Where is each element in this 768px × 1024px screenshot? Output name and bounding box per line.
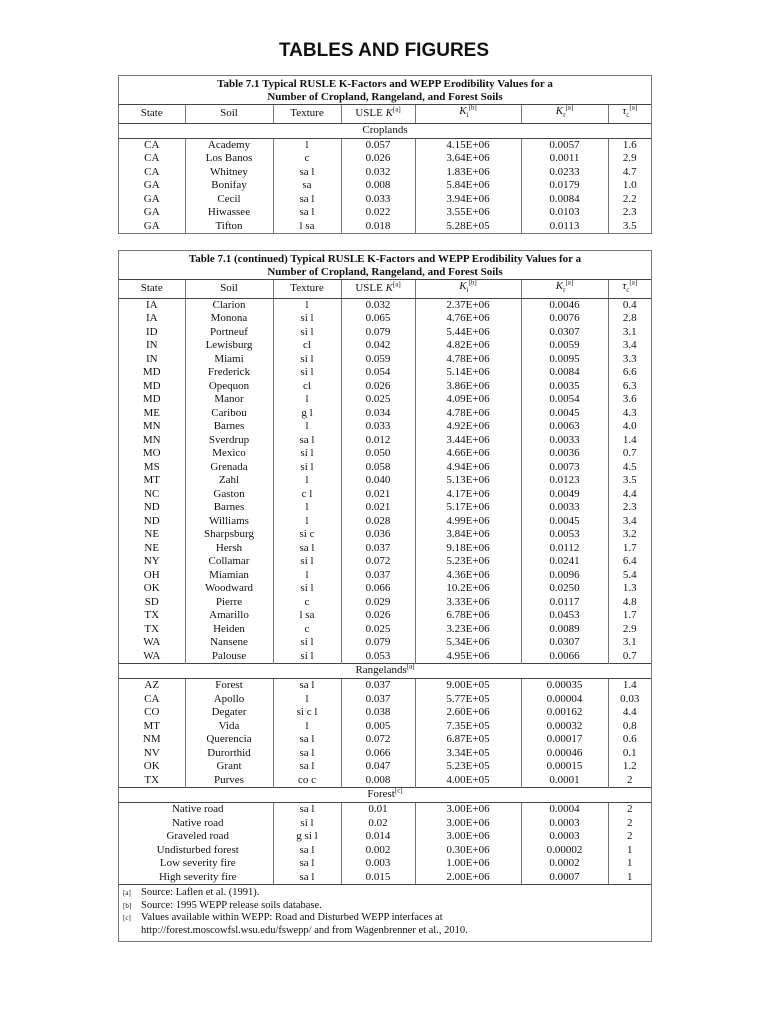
table-row: OK Woodward si l 0.066 10.2E+06 0.0250 1.3 [119, 582, 651, 596]
table-row: MD Manor l 0.025 4.09E+06 0.0054 3.6 [119, 393, 651, 407]
table-row: AZ Forest sa l 0.037 9.00E+05 0.00035 1.4 [119, 679, 651, 693]
footnote: [b] Source: 1995 WEPP release soils database. [123, 899, 322, 911]
table-row: NE Sharpsburg si c 0.036 3.84E+06 0.0053 3.2 [119, 528, 651, 542]
table-row: OK Grant sa l 0.047 5.23E+05 0.00015 1.2 [119, 760, 651, 774]
table-row: IA Clarion l 0.032 2.37E+06 0.0046 0.4 [119, 298, 651, 312]
table-row: NC Gaston c l 0.021 4.17E+06 0.0049 4.4 [119, 488, 651, 502]
table-row: MT Vida l 0.005 7.35E+05 0.00032 0.8 [119, 720, 651, 734]
croplands-table [119, 104, 651, 233]
table-row: GA Tifton l sa 0.018 5.28E+05 0.0113 3.5 [119, 220, 651, 234]
column-header: $K_r[a]$ [521, 280, 608, 299]
table-row: IN Lewisburg cl 0.042 4.82E+06 0.0059 3.4 [119, 339, 651, 353]
table-row: MS Grenada si l 0.058 4.94E+06 0.0073 4.5 [119, 461, 651, 475]
table-row: CA Whitney sa l 0.032 1.83E+06 0.0233 4.7 [119, 166, 651, 180]
table-row: GA Cecil sa l 0.033 3.94E+06 0.0084 2.2 [119, 193, 651, 207]
column-header: USLE K[a] [341, 105, 415, 124]
column-header: $\tau_c[a]$ [608, 105, 651, 124]
column-header: Soil [185, 105, 273, 124]
table-row: NY Collamar si l 0.072 5.23E+06 0.0241 6.4 [119, 555, 651, 569]
table-row: High severity fire sa l 0.015 2.00E+06 0.0007 1 [119, 871, 651, 885]
table-footnotes [119, 884, 651, 941]
table-row: ND Barnes l 0.021 5.17E+06 0.0033 2.3 [119, 501, 651, 515]
table-row: CO Degater si c l 0.038 2.60E+06 0.00162 4.4 [119, 706, 651, 720]
table-row: GA Hiwassee sa l 0.022 3.55E+06 0.0103 2.3 [119, 206, 651, 220]
table-row: TX Purves co c 0.008 4.00E+05 0.0001 2 [119, 774, 651, 788]
section-header: Forest[c] [119, 788, 651, 803]
table-row: MO Mexico si l 0.050 4.66E+06 0.0036 0.7 [119, 447, 651, 461]
column-header: $K_i[b]$ [415, 105, 521, 124]
table-row: IA Monona si l 0.065 4.76E+06 0.0076 2.8 [119, 312, 651, 326]
footnote: http://forest.moscowfsl.wsu.edu/fswepp/ and from Wagenbrenner et al., 2010. [141, 924, 468, 936]
table-caption: Table 7.1 Typical RUSLE K-Factors and WEPP Erodibility Values for a Number of Cropland, Rangeland, and Forest Soils [217, 78, 553, 103]
table-caption: Table 7.1 (continued) Typical RUSLE K-Factors and WEPP Erodibility Values for a Number of Cropland, Rangeland, and Forest Soils [188, 253, 582, 278]
table-row: NM Querencia sa l 0.072 6.87E+05 0.00017 0.6 [119, 733, 651, 747]
table-row: MN Sverdrup sa l 0.012 3.44E+06 0.0033 1.4 [119, 434, 651, 448]
table-row: Undisturbed forest sa l 0.002 0.30E+06 0.00002 1 [119, 844, 651, 858]
table-row: CA Academy l 0.057 4.15E+06 0.0057 1.6 [119, 138, 651, 152]
table-row: ND Williams l 0.028 4.99E+06 0.0045 3.4 [119, 515, 651, 529]
table-row: OH Miamian l 0.037 4.36E+06 0.0096 5.4 [119, 569, 651, 583]
table-row: MD Frederick si l 0.054 5.14E+06 0.0084 6.6 [119, 366, 651, 380]
table-row: Low severity fire sa l 0.003 1.00E+06 0.0002 1 [119, 857, 651, 871]
table-row: ID Portneuf si l 0.079 5.44E+06 0.0307 3.1 [119, 326, 651, 340]
footnote: [a] Source: Laflen et al. (1991). [123, 887, 260, 899]
section-header: Croplands [119, 123, 651, 138]
column-header: $K_i[b]$ [415, 280, 521, 299]
table-row: MD Opequon cl 0.026 3.86E+06 0.0035 6.3 [119, 380, 651, 394]
table-row: MN Barnes l 0.033 4.92E+06 0.0063 4.0 [119, 420, 651, 434]
table-row: CA Apollo l 0.037 5.77E+05 0.00004 0.03 [119, 693, 651, 707]
table-row: MT Zahl l 0.040 5.13E+06 0.0123 3.5 [119, 474, 651, 488]
table-7-1-continued [118, 250, 652, 942]
table-row: SD Pierre c 0.029 3.33E+06 0.0117 4.8 [119, 596, 651, 610]
table-row: TX Heiden c 0.025 3.23E+06 0.0089 2.9 [119, 623, 651, 637]
table-row: WA Palouse si l 0.053 4.95E+06 0.0066 0.7 [119, 650, 651, 664]
table-row: IN Miami si l 0.059 4.78E+06 0.0095 3.3 [119, 353, 651, 367]
soils-table [119, 279, 651, 884]
footnote: [c] Values available within WEPP: Road and Disturbed WEPP interfaces at [123, 912, 443, 924]
table-row: Native road sa l 0.01 3.00E+06 0.0004 2 [119, 803, 651, 817]
table-row: TX Amarillo l sa 0.026 6.78E+06 0.0453 1.7 [119, 609, 651, 623]
column-header: Soil [185, 280, 273, 299]
column-header: State [119, 105, 185, 124]
column-header: USLE K[a] [341, 280, 415, 299]
column-header: Texture [273, 280, 341, 299]
column-header: $K_r[a]$ [521, 105, 608, 124]
page-heading: TABLES AND FIGURES [278, 40, 490, 61]
section-header: Rangelands[a] [119, 664, 651, 679]
table-row: Native road si l 0.02 3.00E+06 0.0003 2 [119, 817, 651, 831]
column-header: Texture [273, 105, 341, 124]
column-header: $\tau_c[a]$ [608, 280, 651, 299]
table-row: ME Caribou g l 0.034 4.78E+06 0.0045 4.3 [119, 407, 651, 421]
table-7-1 [118, 75, 652, 234]
table-row: NV Durorthid sa l 0.066 3.34E+05 0.00046 0.1 [119, 747, 651, 761]
column-header: State [119, 280, 185, 299]
table-row: NE Hersh sa l 0.037 9.18E+06 0.0112 1.7 [119, 542, 651, 556]
table-row: Graveled road g si l 0.014 3.00E+06 0.0003 2 [119, 830, 651, 844]
table-row: CA Los Banos c 0.026 3.64E+06 0.0011 2.9 [119, 152, 651, 166]
table-row: WA Nansene si l 0.079 5.34E+06 0.0307 3.1 [119, 636, 651, 650]
table-row: GA Bonifay sa 0.008 5.84E+06 0.0179 1.0 [119, 179, 651, 193]
